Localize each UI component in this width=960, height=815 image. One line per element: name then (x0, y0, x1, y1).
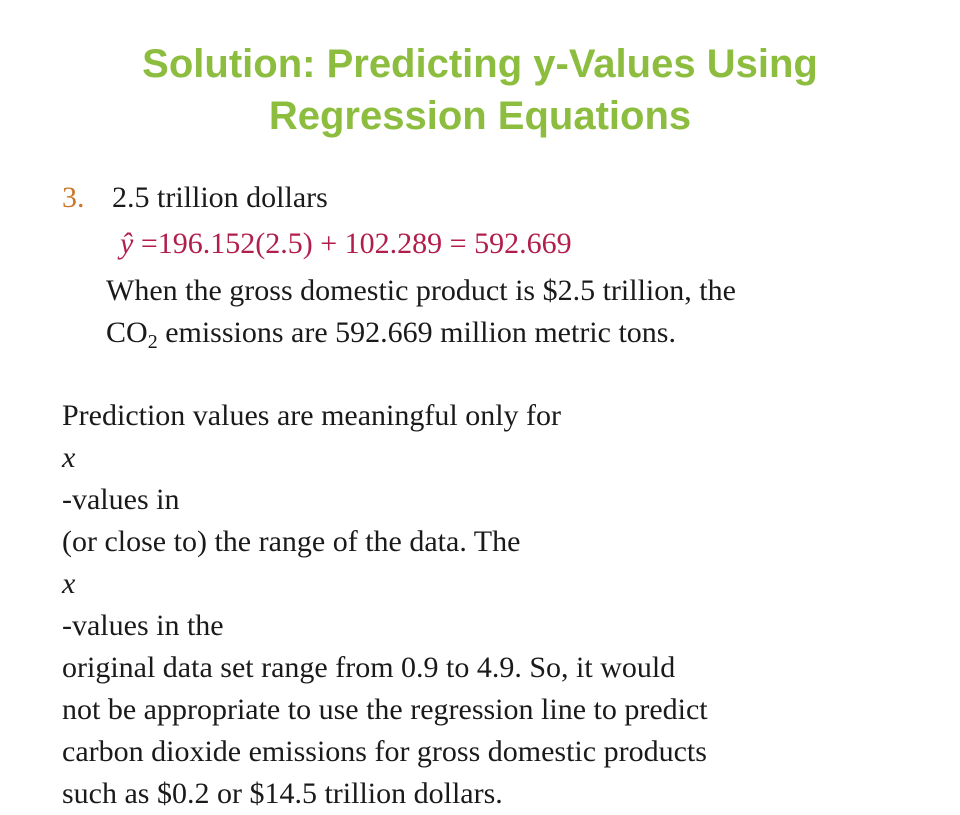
explanation-text (106, 270, 906, 354)
regression-equation (120, 224, 572, 264)
paragraph-line-4: not be appropriate to use the regression line to predict (62, 693, 708, 726)
paragraph-line-2 (62, 521, 922, 647)
explanation-line-2-rest: emissions are 592.669 million metric tons. (157, 316, 676, 349)
slide-title-line-1: Solution: Predicting y-Values Using (142, 42, 818, 86)
slide-title-line-2: Regression Equations (268, 94, 692, 138)
paragraph-line-1-b: -values in (62, 483, 180, 516)
paragraph-line-6: such as $0.2 or $14.5 trillion dollars. (62, 777, 503, 810)
x-variable: x (62, 567, 76, 600)
co2-subscript: 2 (147, 331, 158, 353)
explanation-line-2 (106, 312, 906, 354)
item-number: 3. (62, 181, 85, 214)
paragraph-line-5: carbon dioxide emissions for gross domestic products (62, 735, 707, 768)
explanation-line-1: When the gross domestic product is $2.5 trillion, the (106, 274, 736, 307)
item-text: 2.5 trillion dollars (112, 181, 328, 214)
numbered-item (62, 178, 328, 218)
paragraph-line-1 (62, 395, 922, 521)
paragraph-line-2-a: (or close to) the range of the data. The (62, 525, 521, 558)
co2-label: CO (106, 316, 148, 349)
paragraph-line-3: original data set range from 0.9 to 4.9. So, it would (62, 651, 676, 684)
equation-text: =196.152(2.5) + 102.289 = 592.669 (133, 227, 572, 260)
y-hat-symbol: ŷ (120, 227, 134, 260)
prediction-note-paragraph (62, 395, 922, 815)
x-variable: x (62, 441, 76, 474)
paragraph-line-1-a: Prediction values are meaningful only for (62, 399, 562, 432)
slide-title (0, 38, 960, 142)
paragraph-line-2-b: -values in the (62, 609, 224, 642)
